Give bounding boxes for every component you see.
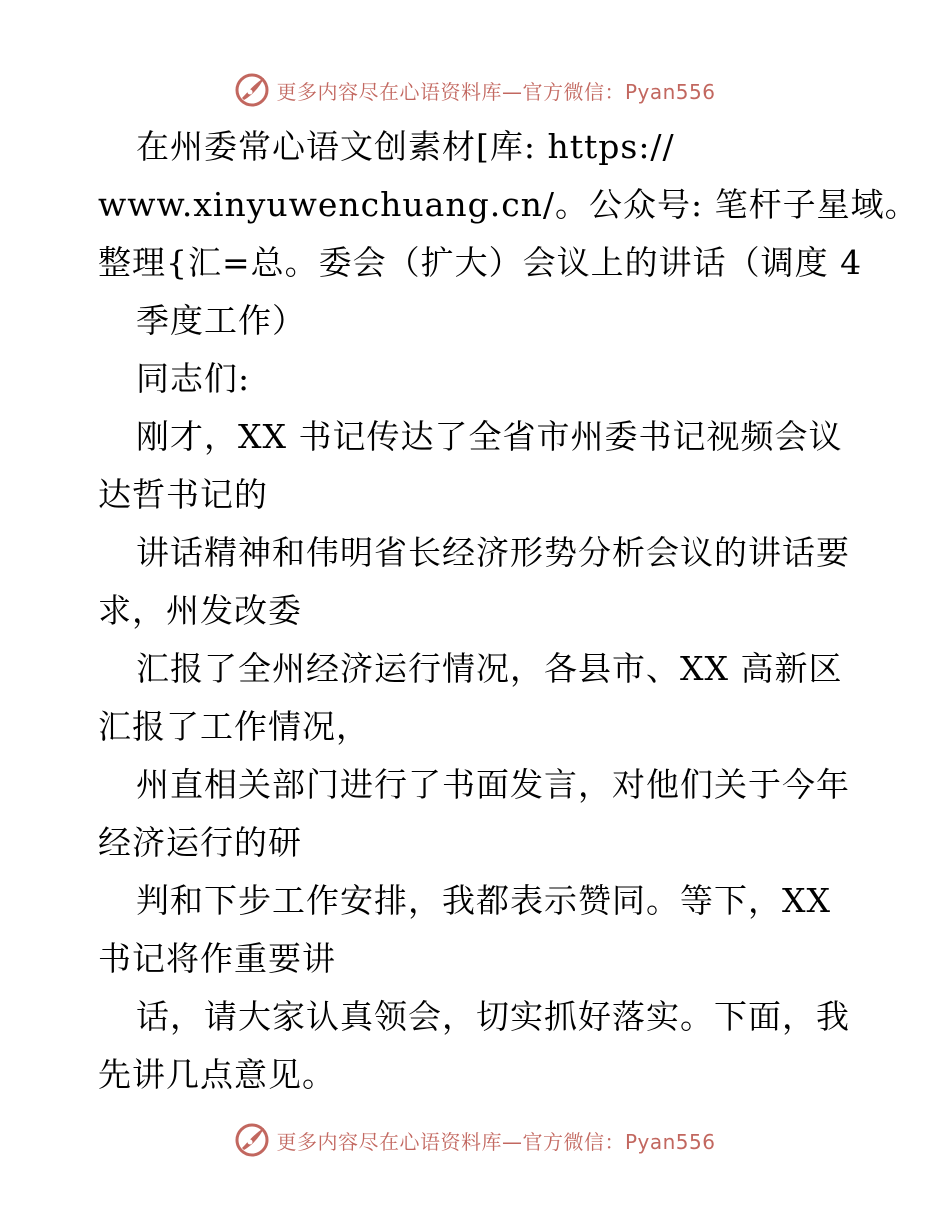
body-line: 讲话精神和伟明省长经济形势分析会议的讲话要: [136, 533, 850, 572]
body-line: 在州委常心语文创素材[库: https://: [136, 127, 675, 166]
header-banner: [0, 70, 950, 110]
body-line: 书记将作重要讲: [98, 939, 336, 978]
body-line: 经济运行的研: [98, 823, 302, 862]
quill-logo-icon: [234, 1122, 270, 1158]
quill-logo-icon: [234, 72, 270, 108]
body-line: 刚才，XX 书记传达了全省市州委书记视频会议: [136, 417, 843, 456]
body-line: 达哲书记的: [98, 475, 268, 514]
body-line: 季度工作）: [136, 301, 306, 340]
body-line: 同志们:: [136, 359, 251, 398]
body-line: 整理{汇=总。委会（扩大）会议上的讲话（调度 4: [98, 243, 863, 282]
document-body: [98, 118, 919, 1104]
body-line: 话，请大家认真领会，切实抓好落实。下面，我: [136, 997, 850, 1036]
body-line: 汇报了全州经济运行情况，各县市、XX 高新区: [136, 649, 843, 688]
body-line: 先讲几点意见。: [98, 1055, 336, 1094]
header-banner-inner: [234, 72, 715, 108]
header-banner-text: 更多内容尽在心语资料库—官方微信：Pyan556: [276, 79, 716, 104]
body-line: 判和下步工作安排，我都表示赞同。等下，XX: [136, 881, 831, 920]
body-line: 汇报了工作情况，: [98, 707, 370, 746]
footer-banner-text: 更多内容尽在心语资料库—官方微信：Pyan556: [276, 1129, 716, 1154]
body-line: 求，州发改委: [98, 591, 302, 630]
footer-banner-inner: [234, 1122, 715, 1158]
footer-banner: [0, 1120, 950, 1160]
body-line: www.xinyuwenchuang.cn/。公众号: 笔杆子星域。: [98, 185, 919, 224]
body-line: 州直相关部门进行了书面发言，对他们关于今年: [136, 765, 850, 804]
